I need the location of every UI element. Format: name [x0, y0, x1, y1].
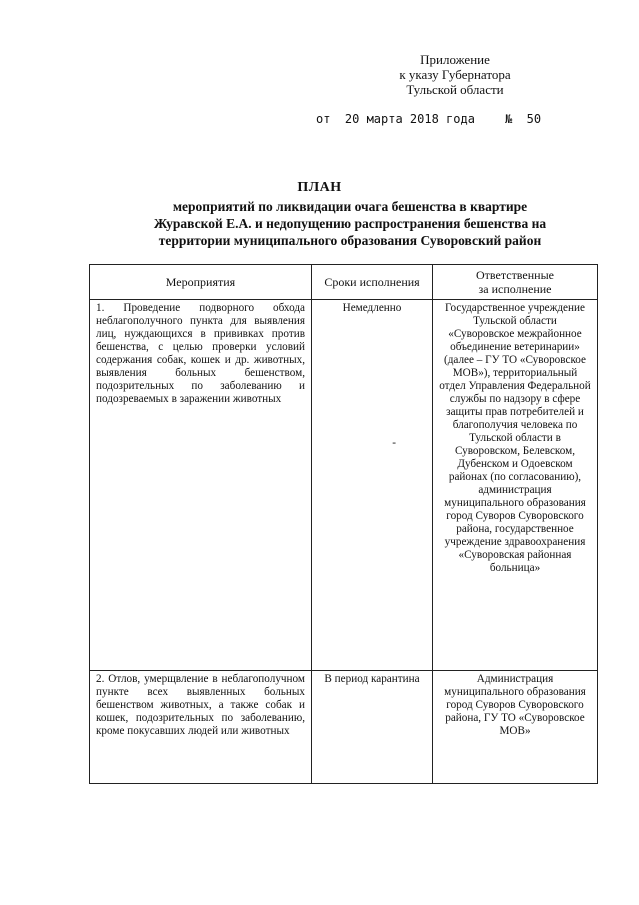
order-date-number	[316, 112, 576, 126]
table-header-row	[90, 265, 598, 300]
number-label: №	[504, 112, 513, 126]
appendix-line: Приложение	[420, 52, 490, 67]
date-prefix: от	[316, 112, 331, 126]
subtitle-line: территории муниципального образования Суворовский район	[158, 233, 542, 248]
column-header-deadline: Сроки исполнения	[312, 265, 433, 300]
document-title: ПЛАН	[297, 180, 342, 195]
responsible-cell: Государственное учреждение Тульской области «Суворовское межрайонное объединение ветеринарии» (далее – ГУ ТО «Суворовское МОВ»), территориальный отдел Управления Федеральной службы по надзору в сфере защиты прав потребителей и благополучия человека по Тульской области в Суворовском, Белевском, Дубенском и Одоевском районах (по согласованию), администрация муниципального образования город Суворов Суворовского района, государственное учреждение здравоохранения «Суворовская районная больница»	[433, 300, 598, 671]
table-row	[90, 671, 598, 784]
dash-mark: -	[392, 437, 396, 449]
appendix-line: к указу Губернатора	[399, 67, 511, 82]
document-subtitle	[100, 198, 600, 249]
appendix-line: Тульской области	[406, 82, 504, 97]
column-header-measures: Мероприятия	[90, 265, 312, 300]
measure-cell: 2. Отлов, умерщвление в неблагополучном пункте всех выявленных больных бешенством животных, а также собак и кошек, подозрительных по заболеванию, кроме покусавших людей или животных	[90, 671, 312, 784]
responsible-cell: Администрация муниципального образования город Суворов Суворовского района, ГУ ТО «Суворовское МОВ»	[433, 671, 598, 784]
deadline-cell	[312, 300, 433, 671]
measure-cell: 1. Проведение подворного обхода неблагополучного пункта для выявления лиц, нуждающихся в прививках против бешенства, с целью проверки условий содержания собак, кошек и др. животных, выявления больных бешенством, подозрительных по заболеванию и подозреваемых в заражении животных	[90, 300, 312, 671]
subtitle-line: мероприятий по ликвидации очага бешенства в квартире	[172, 199, 528, 214]
order-number: 50	[526, 112, 542, 126]
column-header-responsible: Ответственные за исполнение	[433, 265, 598, 300]
deadline-cell: В период карантина	[312, 671, 433, 784]
deadline-text: Немедленно	[342, 302, 402, 314]
subtitle-line: Журавской Е.А. и недопущению распространения бешенства на	[153, 216, 547, 231]
order-date: 20 марта 2018 года	[344, 112, 475, 126]
plan-table	[89, 264, 598, 784]
table-row	[90, 300, 598, 671]
appendix-block	[360, 52, 550, 97]
